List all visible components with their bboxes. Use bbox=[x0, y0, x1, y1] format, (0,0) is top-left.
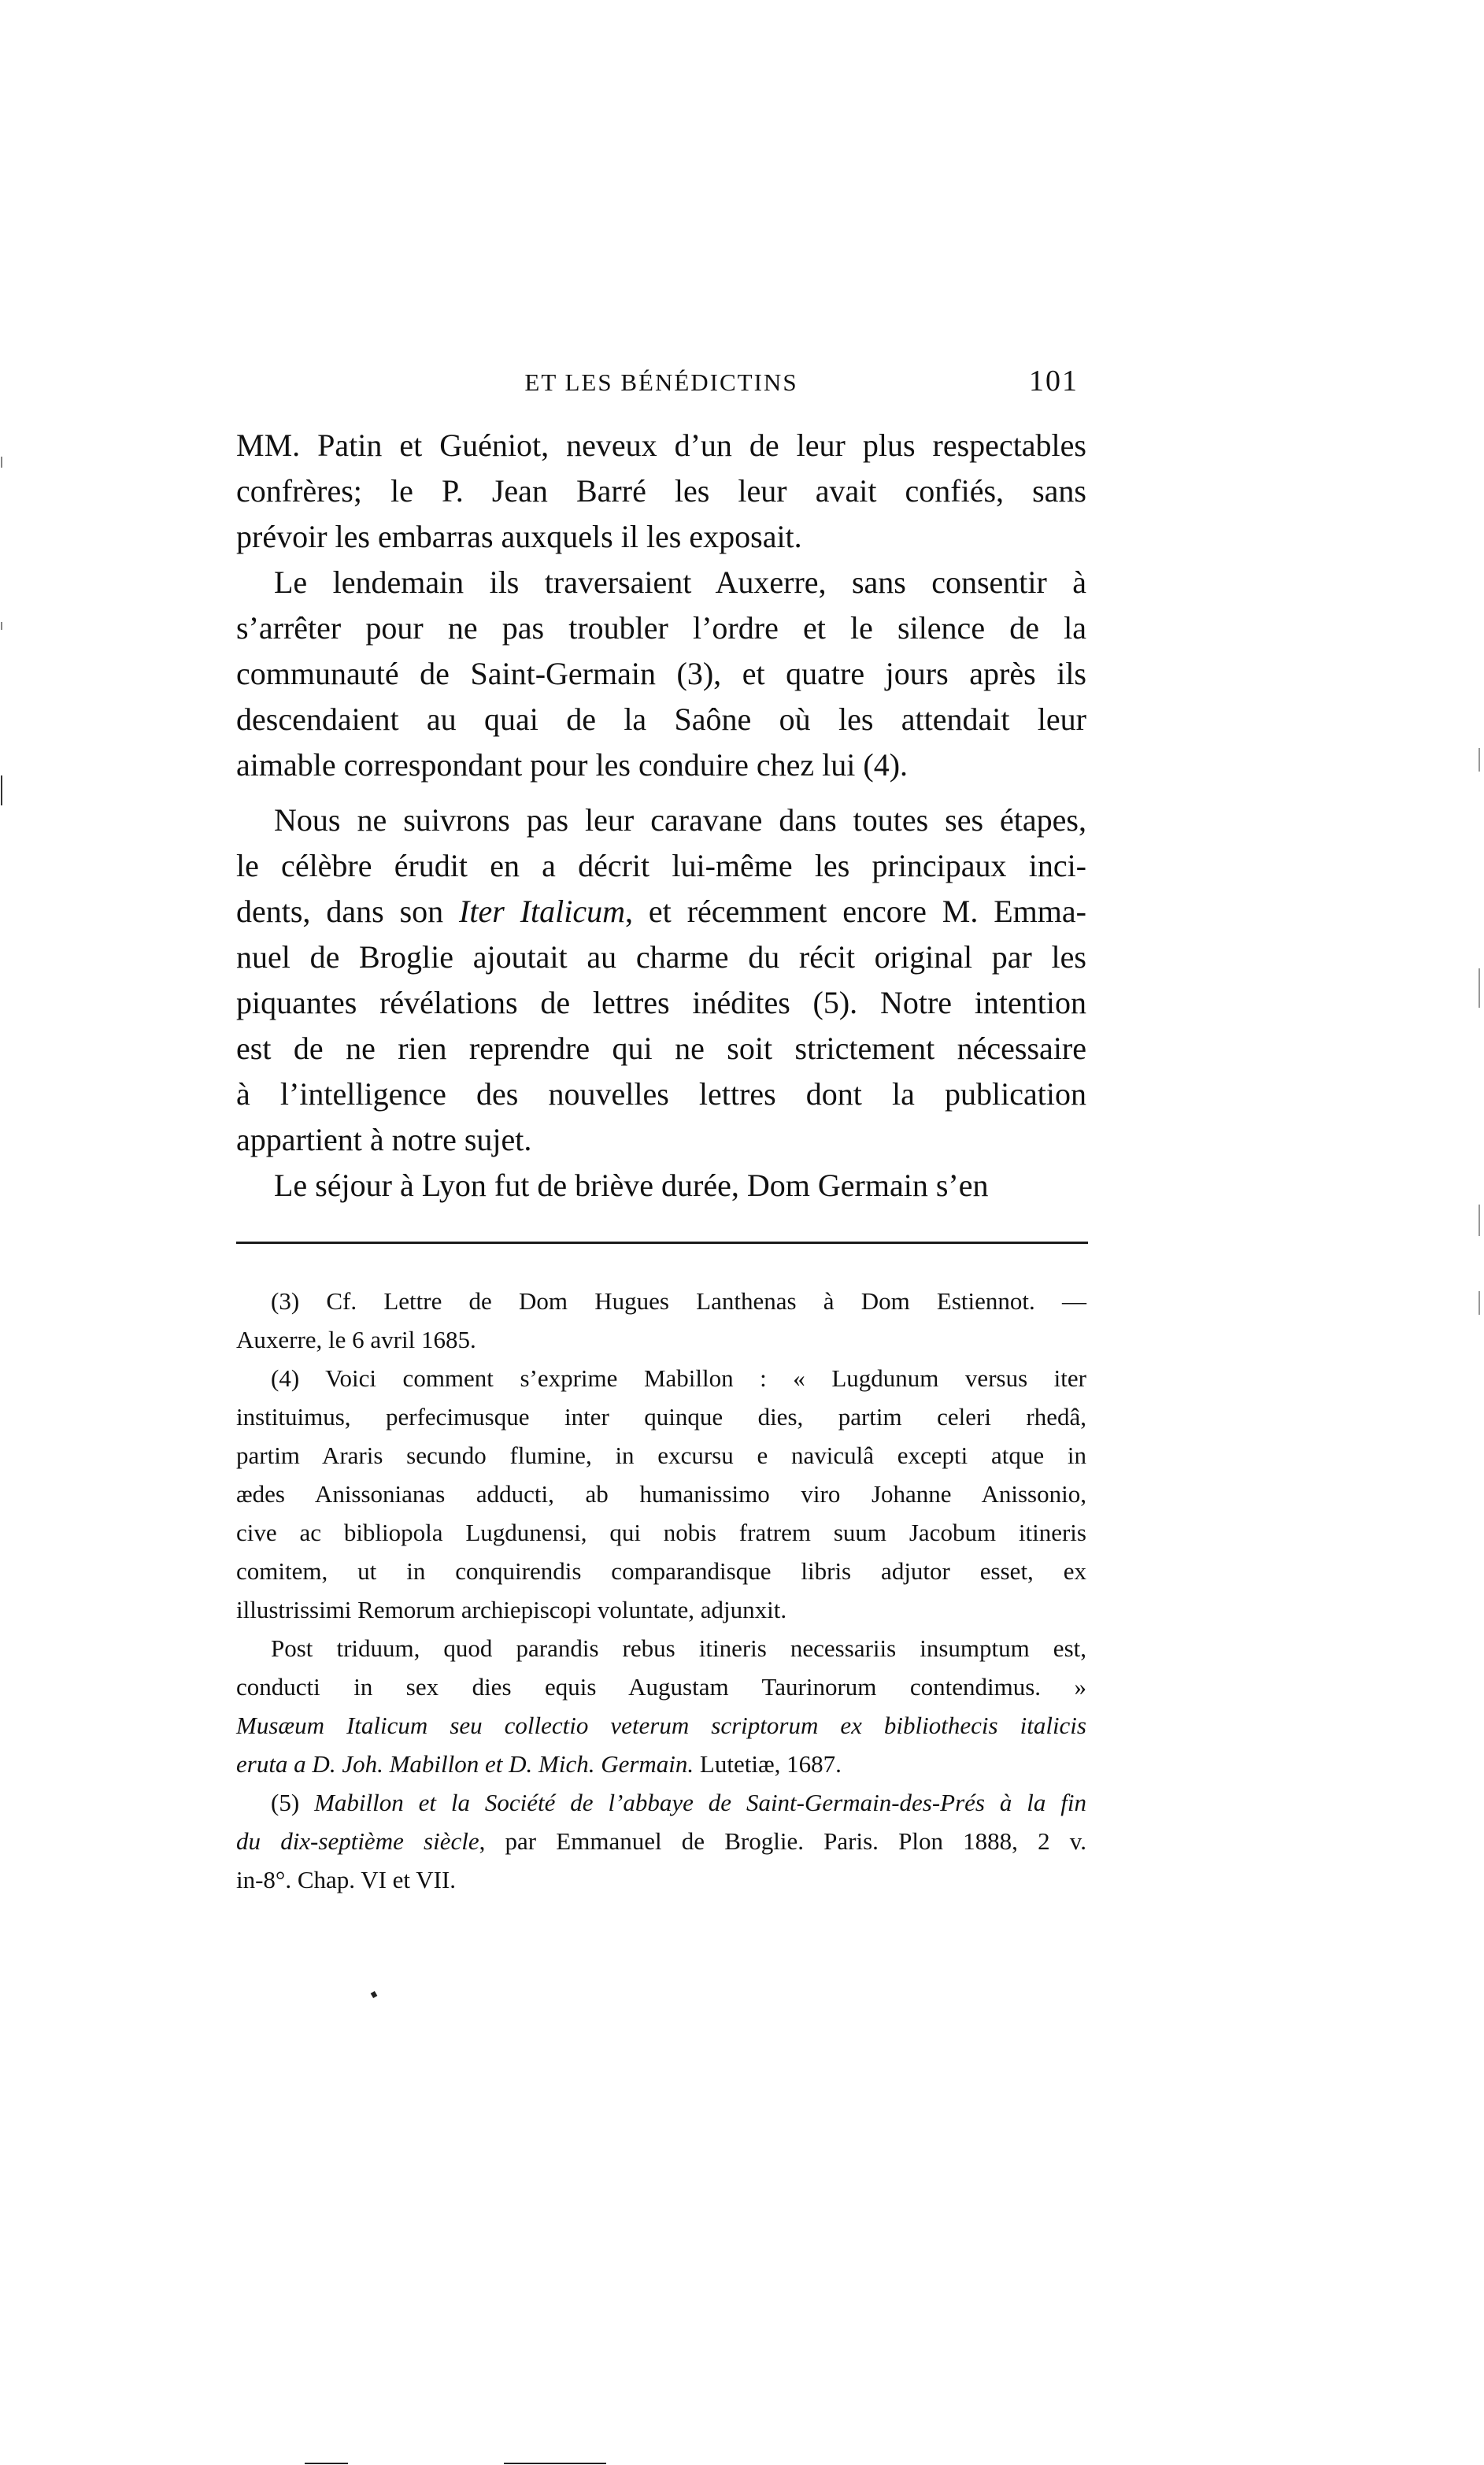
footnote-5-line: in-8°. Chap. VI et VII. bbox=[236, 1866, 457, 1893]
bottom-scan-line bbox=[504, 2463, 606, 2464]
italic-citation: Musæum Italicum seu collectio veterum scriptorum ex bibliothecis italicis bbox=[236, 1712, 1086, 1739]
footnote-4-citation-line bbox=[236, 1706, 1086, 1745]
footnote-5-line bbox=[236, 1822, 1086, 1860]
footnote-text: Voici comment s’exprime Mabillon : « Lugdunum versus iter bbox=[325, 1364, 1086, 1392]
footnote-number: (5) bbox=[271, 1789, 300, 1816]
text-line: piquantes révélations de lettres inédites (5). Notre intention bbox=[236, 985, 1086, 1020]
margin-mark bbox=[1478, 1205, 1480, 1236]
footnote-text: Cf. Lettre de Dom Hugues Lanthenas à Dom Estiennot. — bbox=[326, 1287, 1086, 1315]
text-line: aimable correspondant pour les conduire chez lui (4). bbox=[236, 747, 909, 783]
text-line: le célèbre érudit en a décrit lui-même les principaux inci- bbox=[236, 848, 1086, 883]
footnote-number: (4) bbox=[271, 1364, 300, 1392]
margin-mark bbox=[1478, 1291, 1480, 1315]
main-text bbox=[236, 423, 1086, 1208]
text-line-with-italic bbox=[236, 889, 1086, 935]
footnote-4-citation-line bbox=[236, 1745, 1086, 1783]
running-head bbox=[236, 364, 1086, 403]
text-line: Le lendemain ils traversaient Auxerre, sans consentir à bbox=[274, 564, 1086, 600]
text-line: Le séjour à Lyon fut de briève durée, Dom Germain s’en bbox=[274, 1168, 989, 1203]
italic-citation: eruta a D. Joh. Mabillon et D. Mich. Germain. bbox=[236, 1750, 694, 1778]
footnote-4-line bbox=[236, 1359, 1086, 1397]
citation-tail: Lutetiæ, 1687. bbox=[694, 1750, 842, 1778]
text-segment: dents, dans son bbox=[236, 894, 460, 929]
text-line: prévoir les embarras auxquels il les exposait. bbox=[236, 519, 802, 554]
italic-title: Mabillon et la Société de l’abbaye de Saint-Germain-des-Prés à la fin bbox=[314, 1789, 1087, 1816]
margin-mark bbox=[1, 622, 2, 630]
footnote-4-line: instituimus, perfecimusque inter quinque dies, partim celeri rhedâ, bbox=[236, 1403, 1086, 1431]
text-line: Nous ne suivrons pas leur caravane dans toutes ses étapes, bbox=[274, 802, 1086, 838]
footnote-5-line bbox=[236, 1783, 1086, 1822]
text-line: à l’intelligence des nouvelles lettres dont la publication bbox=[236, 1076, 1086, 1112]
italic-title: du dix-septième siècle bbox=[236, 1827, 479, 1855]
footnote-4-line: partim Araris secundo flumine, in excursu e naviculâ excepti atque in bbox=[236, 1442, 1086, 1469]
text-line: descendaient au quai de la Saône où les attendait leur bbox=[236, 701, 1086, 737]
margin-mark bbox=[1478, 968, 1480, 1008]
footnote-4-line: comitem, ut in conquirendis comparandisque libris adjutor esset, ex bbox=[236, 1557, 1086, 1585]
footnote-4-line: ædes Anissonianas adducti, ab humanissimo viro Johanne Anissonio, bbox=[236, 1480, 1086, 1508]
footnote-4-line: conducti in sex dies equis Augustam Taurinorum contendimus. » bbox=[236, 1673, 1086, 1701]
text-line: MM. Patin et Guéniot, neveux d’un de leur plus respectables bbox=[236, 427, 1086, 463]
text-line: est de ne rien reprendre qui ne soit strictement nécessaire bbox=[236, 1031, 1086, 1066]
footnote-3-line bbox=[236, 1282, 1086, 1320]
ink-speck bbox=[371, 1991, 378, 1998]
text-line: s’arrêter pour ne pas troubler l’ordre et le silence de la bbox=[236, 610, 1086, 646]
footnote-4-line: illustrissimi Remorum archiepiscopi voluntate, adjunxit. bbox=[236, 1596, 787, 1623]
text-line: appartient à notre sujet. bbox=[236, 1122, 532, 1157]
italic-title-iter-italicum: Iter Italicum bbox=[459, 894, 626, 929]
text-line: communauté de Saint-Germain (3), et quatre jours après ils bbox=[236, 656, 1086, 691]
footnotes bbox=[236, 1282, 1086, 1899]
footnote-text: , par Emmanuel de Broglie. Paris. Plon 1888, 2 v. bbox=[479, 1827, 1086, 1855]
margin-mark bbox=[1, 775, 2, 805]
footnote-4-line: Post triduum, quod parandis rebus itineris necessariis insumptum est, bbox=[271, 1634, 1086, 1662]
margin-mark bbox=[1, 457, 2, 468]
footnote-3-line: Auxerre, le 6 avril 1685. bbox=[236, 1326, 476, 1353]
footnote-separator-rule bbox=[236, 1242, 1088, 1244]
text-line: nuel de Broglie ajoutait au charme du récit original par les bbox=[236, 939, 1086, 975]
margin-mark bbox=[1478, 748, 1480, 772]
running-title: ET LES BÉNÉDICTINS bbox=[524, 368, 798, 396]
footnote-4-line: cive ac bibliopola Lugdunensi, qui nobis fratrem suum Jacobum itineris bbox=[236, 1519, 1086, 1546]
page-number: 101 bbox=[1029, 365, 1079, 398]
footnote-number: (3) bbox=[271, 1287, 300, 1315]
bottom-scan-line bbox=[305, 2463, 348, 2464]
text-line: confrères; le P. Jean Barré les leur avait confiés, sans bbox=[236, 473, 1086, 509]
text-segment: , et récemment encore M. Emma- bbox=[625, 894, 1086, 929]
